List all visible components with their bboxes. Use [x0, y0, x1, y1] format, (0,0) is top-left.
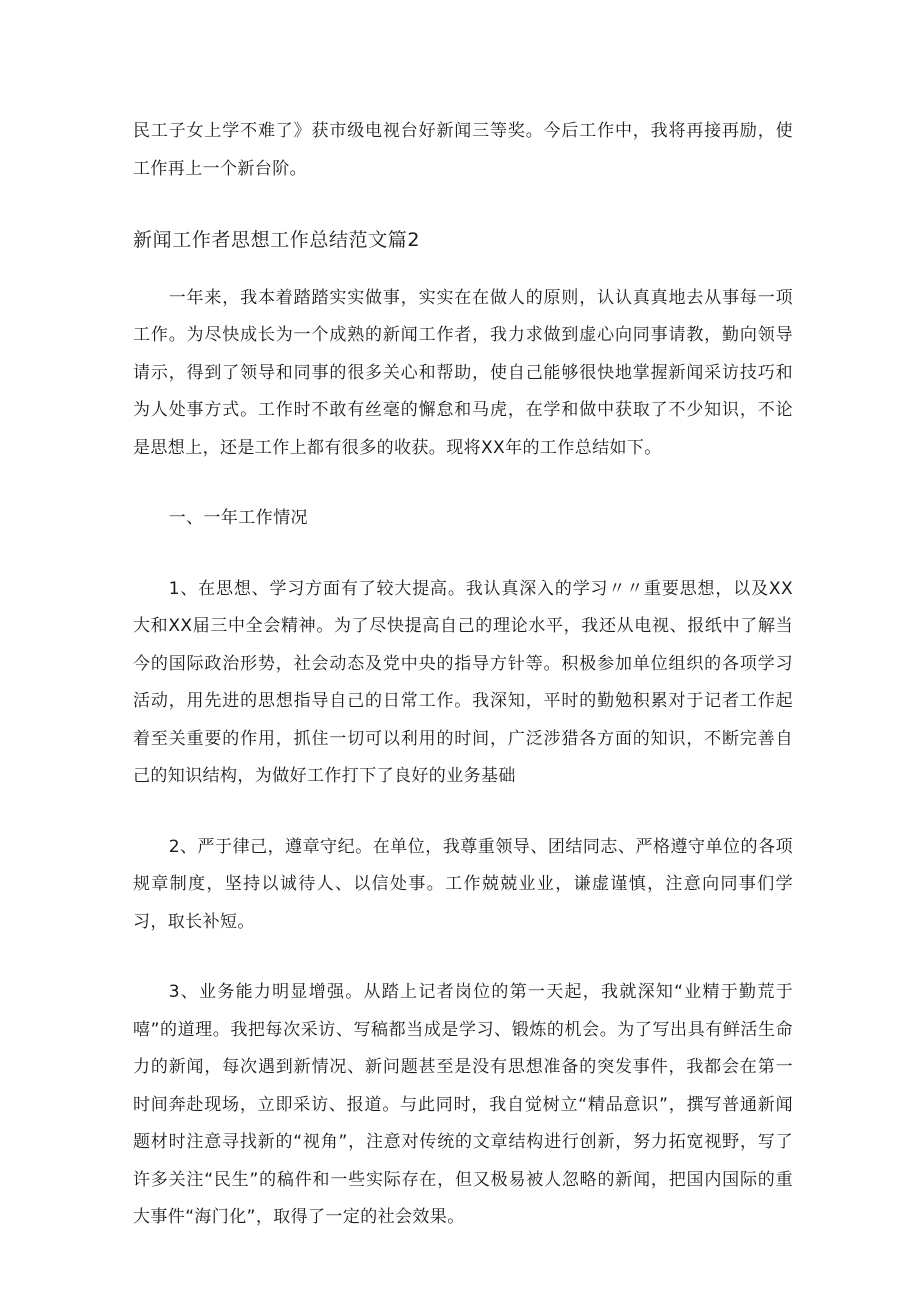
document-body [133, 113, 793, 1237]
section-title: 一、一年工作情况 [168, 508, 308, 528]
item-3-paragraph: 3、业务能力明显增强。从踏上记者岗位的第一天起，我就深知“业精于勤荒于嘻”的道理。我把每次采访、写稿都当成是学习、锻炼的机会。为了写出具有鲜活生命力的新闻，每次遇到新情况、新问题甚至是没有思想准备的突发事件，我都会在第一时间奔赴现场，立即采访、报道。与此同时，我自觉树立“精品意识”，撰写普通新闻题材时注意寻找新的“视角”，注意对传统的文章结构进行创新，努力拓宽视野，写了许多关注“民生”的稿件和一些实际存在，但又极易被人忽略的新闻，把国内国际的重大事件“海门化”，取得了一定的社会效果。 [133, 982, 793, 1227]
article-heading: 新闻工作者思想工作总结范文篇2 [133, 229, 421, 251]
intro-paragraph: 一年来，我本着踏踏实实做事，实实在在做人的原则，认认真真地去从事每一项工作。为尽快成长为一个成熟的新闻工作者，我力求做到虚心向同事请教，勤向领导请示，得到了领导和同事的很多关心和帮助，使自己能够很快地掌握新闻采访技巧和为人处事方式。工作时不敢有丝毫的懈怠和马虎，在学和做中获取了不少知识，不论是思想上，还是工作上都有很多的收获。现将XX年的工作总结如下。 [133, 287, 793, 458]
item-2-paragraph: 2、严于律己，遵章守纪。在单位，我尊重领导、团结同志、严格遵守单位的各项规章制度，坚持以诚待人、以信处事。工作兢兢业业，谦虚谨慎，注意向同事们学习，取长补短。 [133, 836, 793, 932]
continuation-paragraph: 民工子女上学不难了》获市级电视台好新闻三等奖。今后工作中，我将再接再励，使工作再上一个新台阶。 [133, 121, 793, 179]
item-1-paragraph: 1、在思想、学习方面有了较大提高。我认真深入的学习〃〃重要思想，以及XX大和XX届三中全会精神。为了尽快提高自己的理论水平，我还从电视、报纸中了解当今的国际政治形势，社会动态及党中央的指导方针等。积极参加单位组织的各项学习活动，用先进的思想指导自己的日常工作。我深知，平时的勤勉积累对于记者工作起着至关重要的作用，抓住一切可以利用的时间，广泛涉猎各方面的知识，不断完善自己的知识结构，为做好工作打下了良好的业务基础 [133, 578, 793, 786]
